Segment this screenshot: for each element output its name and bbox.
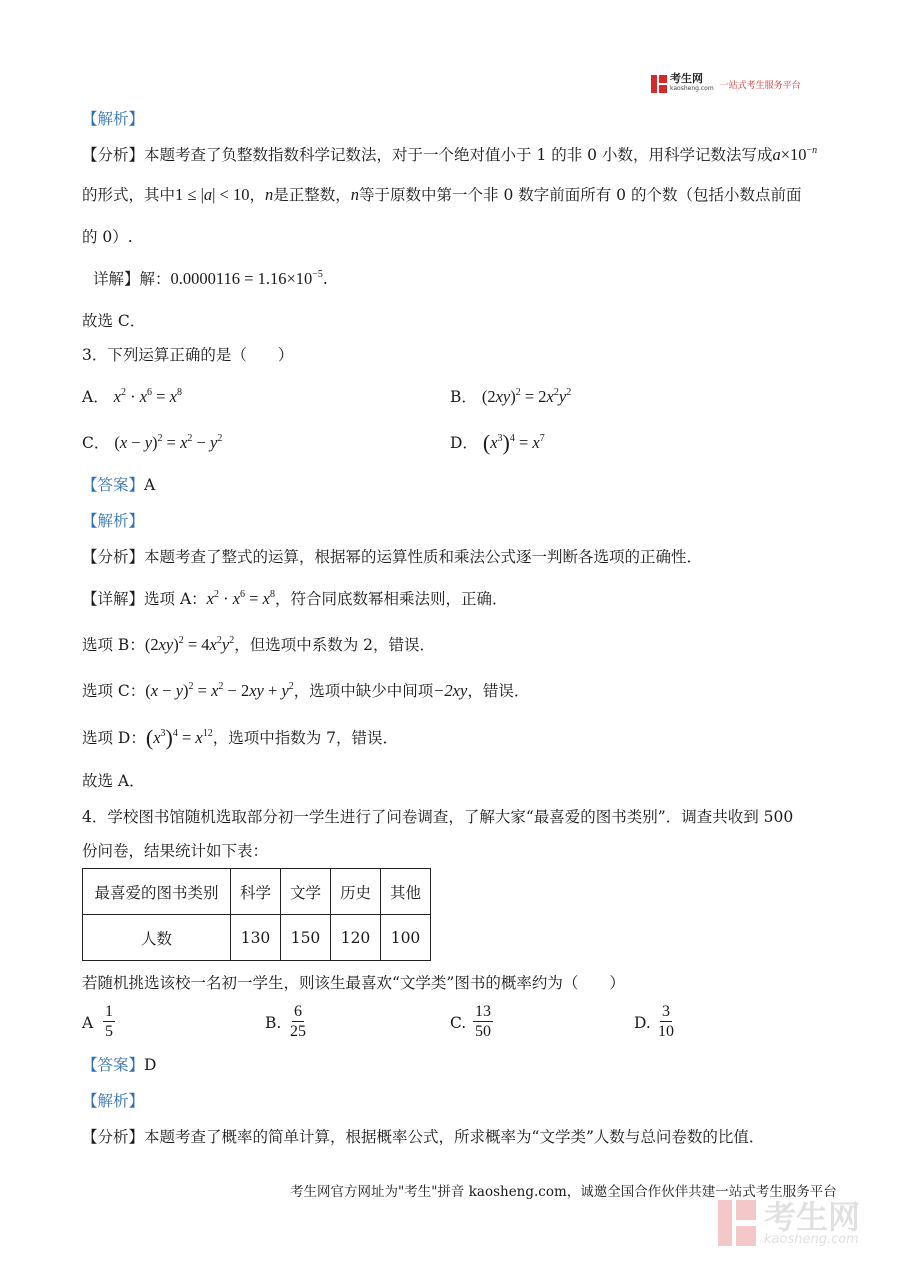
table-header-row xyxy=(83,869,431,915)
q3-answer xyxy=(82,474,155,496)
q3-step-c-formula: $(x - y)^2 = x^2 - 2xy + y^2$ xyxy=(145,681,294,700)
q3-step-c-suffix: ，选项中缺少中间项 xyxy=(293,682,434,700)
logo-en: kaosheng.com xyxy=(670,85,714,92)
q3-step-b-prefix: 选项 B： xyxy=(82,636,145,654)
q4-fenxi xyxy=(82,1126,764,1148)
table-cell: 150 xyxy=(281,915,331,961)
q4-stem-line2: 份问卷，结果统计如下表： xyxy=(82,842,269,860)
table-cell: 120 xyxy=(331,915,381,961)
q2-fenxi-line1 xyxy=(82,144,817,166)
table-cell: 100 xyxy=(381,915,431,961)
q3-step-a-suffix: ，符合同底数幂相乘法则，正确． xyxy=(274,590,508,608)
header-slogan: 一站式考生服务平台 xyxy=(719,80,801,91)
q3-step-d-prefix: 选项 D： xyxy=(82,729,146,747)
q2-xiangjie: 详解】解：$0.0000116 = 1.16\times 10^{-5}$. xyxy=(93,269,328,288)
q2-fenxi-label: 【分析】 xyxy=(82,146,145,164)
q4-option-b-fraction: $\frac{6}{25}$ xyxy=(290,1003,306,1040)
q2-xiangjie-label: 详解】解： xyxy=(93,270,171,288)
q3-step-c-term: −2xy xyxy=(433,681,468,700)
q3-step-d-suffix: ，选项中指数为 7，错误． xyxy=(212,729,399,747)
table-header-cell: 科学 xyxy=(231,869,281,915)
q3-step-a xyxy=(82,588,507,610)
table-row xyxy=(83,915,431,961)
q3-jiexi-label: 【解析】 xyxy=(82,512,145,530)
q3-stem: 3．下列运算正确的是（ ） xyxy=(82,346,294,364)
q2-fenxi-line2 xyxy=(82,184,801,206)
q2-fenxi-line3: 的 0）. xyxy=(82,228,133,246)
q4-stem-line1: 4．学校图书馆随机选取部分初一学生进行了问卷调查，了解大家“最喜爱的图书类别”．调查共收到 500 xyxy=(82,808,794,826)
q2-xiangjie-math: $0.0000116 = 1.16\times 10^{-5}$ xyxy=(170,269,323,288)
q3-step-d xyxy=(82,727,398,749)
q4-answer xyxy=(82,1054,156,1076)
q4-answer-value: D xyxy=(144,1056,157,1074)
q2-fenxi-text2c: 是正整数， xyxy=(273,186,351,204)
q4-option-c-label: C. xyxy=(450,1014,467,1032)
q4-option-a-fraction: $\frac{1}{5}$ xyxy=(105,1003,113,1040)
logo-cn: 考生网 xyxy=(670,72,703,85)
q3-option-a-formula: $x^2 \cdot x^6 = x^8$ xyxy=(113,387,182,406)
q2-n-var-2: n xyxy=(350,185,360,204)
q2-fenxi-text2a: 的形式，其中 xyxy=(82,186,176,204)
q3-xiangjie-label: 【详解】 xyxy=(82,590,145,608)
q3-fenxi-text: 本题考查了整式的运算，根据幂的运算性质和乘法公式逐一判断各选项的正确性． xyxy=(144,548,703,566)
table-header-cell: 文学 xyxy=(281,869,331,915)
table-cell: 130 xyxy=(231,915,281,961)
table-cell: 人数 xyxy=(83,915,231,961)
q3-option-d xyxy=(450,432,545,454)
q3-step-a-prefix: 选项 A： xyxy=(144,590,207,608)
q3-conclusion: 故选 A． xyxy=(82,772,145,790)
q3-step-c xyxy=(82,680,529,702)
q4-fenxi-text: 本题考查了概率的简单计算，根据概率公式，所求概率为“文学类”人数与总问卷数的比值． xyxy=(144,1128,765,1146)
q2-jiexi-label: 【解析】 xyxy=(82,110,145,128)
watermark-logo xyxy=(718,1197,861,1247)
q3-step-c-end: ，错误． xyxy=(467,682,530,700)
q4-option-b-label: B. xyxy=(265,1014,282,1032)
q3-option-a xyxy=(82,386,182,408)
q3-fenxi xyxy=(82,546,702,568)
q4-fenxi-label: 【分析】 xyxy=(82,1128,145,1146)
q3-step-a-formula: $x^2 \cdot x^6 = x^8$ xyxy=(206,589,275,608)
q2-fenxi-text2b: ， xyxy=(249,186,265,204)
q3-fenxi-label: 【分析】 xyxy=(82,548,145,566)
q4-answer-label: 【答案】 xyxy=(82,1056,145,1074)
q3-step-b-suffix: ，但选项中系数为 2，错误． xyxy=(234,636,435,654)
q3-option-b xyxy=(450,386,571,408)
watermark-cn: 考生网 xyxy=(764,1197,861,1236)
q3-option-c-formula: $(x - y)^2 = x^2 - y^2$ xyxy=(114,433,223,452)
q2-sci-notation-formula: $a\times 10^{-n}$ xyxy=(772,145,818,164)
table-header-cell: 其他 xyxy=(381,869,431,915)
page-footer: 考生网官方网址为"考生"拼音 kaosheng.com，诚邀全国合作伙伴共建一站式考生服务平台 xyxy=(290,1184,837,1200)
q3-option-d-label: D． xyxy=(450,434,478,452)
q2-fenxi-text2d: 等于原数中第一个非 0 数字前面所有 0 的个数（包括小数点前面 xyxy=(359,186,802,204)
table-header-cell: 最喜爱的图书类别 xyxy=(83,869,231,915)
q3-option-b-label: B． xyxy=(450,388,477,406)
q3-answer-label: 【答案】 xyxy=(82,476,145,494)
q3-option-d-formula: $(x^3)^4 = x^7$ xyxy=(482,430,545,455)
q3-step-c-prefix: 选项 C： xyxy=(82,682,146,700)
q3-step-b-formula: $(2xy)^2 = 4x^2y^2$ xyxy=(144,635,235,654)
q2-a-range-formula: 1 ≤ |a| < 10 xyxy=(175,185,250,204)
q3-option-c xyxy=(82,432,222,454)
q4-jiexi-label: 【解析】 xyxy=(82,1092,145,1110)
q4-option-d-fraction: $\frac{3}{10}$ xyxy=(658,1003,674,1040)
q3-option-a-label: A． xyxy=(82,388,109,406)
q4-option-c-fraction: $\frac{13}{50}$ xyxy=(475,1003,491,1040)
q3-option-c-label: C． xyxy=(82,434,110,452)
header-logo xyxy=(651,74,801,94)
q2-fenxi-text1: 本题考查了负整数指数科学记数法，对于一个绝对值小于 1 的非 0 小数，用科学记数法写成 xyxy=(144,146,773,164)
q4-question: 若随机挑选该校一名初一学生，则该生最喜欢“文学类”图书的概率约为（ ） xyxy=(82,974,625,992)
table-header-cell: 历史 xyxy=(331,869,381,915)
q3-step-d-formula: $(x^3)^4 = x^{12}$ xyxy=(145,725,213,750)
q2-n-var: n xyxy=(265,185,274,204)
logo-icon xyxy=(651,75,667,93)
q3-answer-value: A xyxy=(144,476,156,494)
q4-option-a-label: A xyxy=(82,1014,94,1032)
watermark-logo-icon xyxy=(718,1200,756,1246)
q2-conclusion: 故选 C． xyxy=(82,312,146,330)
q4-stats-table xyxy=(82,868,431,961)
q3-step-b xyxy=(82,634,435,656)
q3-option-b-formula: $(2xy)^2 = 2x^2y^2$ xyxy=(481,387,572,406)
watermark-en: kaosheng.com xyxy=(764,1231,859,1247)
q4-option-d-label: D. xyxy=(634,1014,651,1032)
